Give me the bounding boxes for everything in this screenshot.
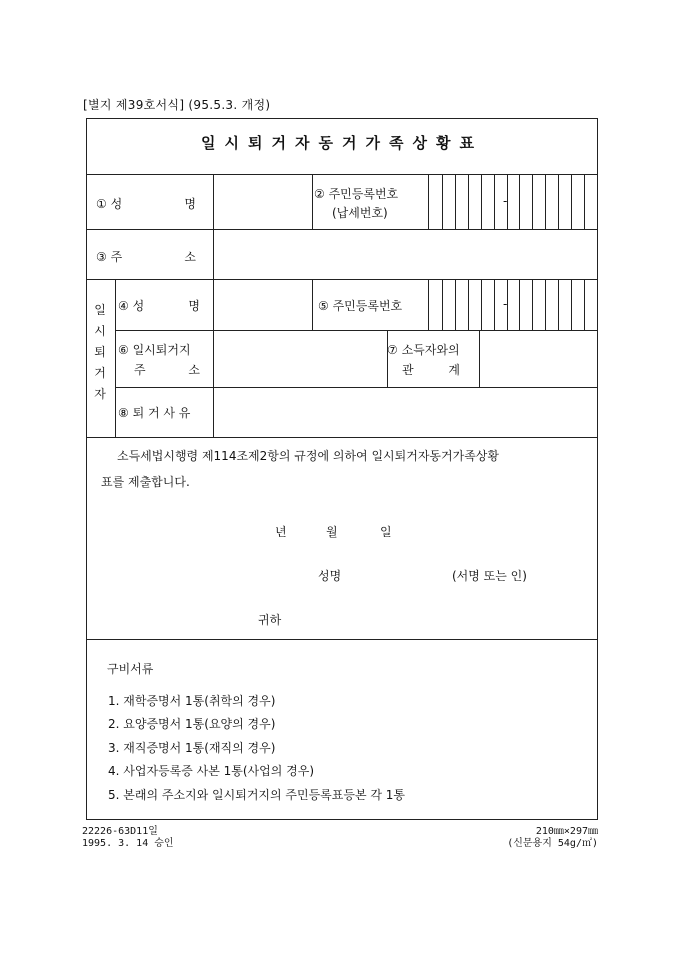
section-char: 거 (94, 366, 106, 380)
field-6-char-b: 소 (188, 363, 200, 377)
field-3-char-a: 주 (110, 250, 123, 264)
field-1-number: ① (96, 197, 107, 211)
paper-type: (신문용지 54g/㎡) (507, 838, 598, 849)
field-5-id-input[interactable] (427, 279, 598, 329)
field-3-label (96, 248, 196, 265)
field-7-char-a: 관 (402, 363, 414, 377)
field-1-char-a: 성 (110, 197, 123, 211)
column-divider (387, 330, 388, 387)
statement-line-1: 소득세법시행령 제114조제2항의 규정에 의하여 일시퇴거자동거가족상황 (117, 449, 499, 463)
field-2-label: ② 주민등록번호 (314, 187, 399, 201)
paper-size: 210㎜×297㎜ (535, 826, 598, 837)
field-2-id-input[interactable] (427, 174, 598, 228)
field-4-name-input[interactable] (213, 279, 311, 329)
paper-spec-block (507, 826, 598, 850)
field-6-char-a: 주 (134, 363, 146, 377)
statement-line-2: 표를 제출합니다. (101, 475, 190, 489)
document-item: 5. 본래의 주소지와 일시퇴거지의 주민등록표등본 각 1통 (108, 788, 405, 802)
approval-date: 1995. 3. 14 승인 (82, 838, 174, 849)
document-item: 2. 요양증명서 1통(요양의 경우) (108, 717, 276, 731)
section-char: 시 (94, 324, 106, 338)
field-7-label: ⑦ 소득자와의 (387, 343, 460, 357)
document-item: 3. 재직증명서 1통(재직의 경우) (108, 741, 276, 755)
form-header-note: [별지 제39호서식] (95.5.3. 개정) (83, 98, 271, 112)
signature-label: (서명 또는 인) (452, 569, 527, 583)
field-1-label (96, 195, 196, 212)
field-4-char-b: 명 (188, 299, 200, 313)
field-8-reason-input[interactable] (213, 387, 598, 436)
section-char: 자 (94, 387, 106, 401)
field-1-char-b: 명 (184, 197, 196, 211)
temporary-resident-section-label (88, 300, 112, 405)
row-divider (87, 437, 597, 438)
field-7-char-b: 계 (448, 363, 460, 377)
id-hyphen: - (503, 297, 508, 311)
field-2-sublabel: (납세번호) (332, 206, 388, 220)
section-char: 일 (94, 303, 106, 317)
date-day-label: 일 (380, 525, 392, 539)
document-item: 1. 재학증명서 1통(취학의 경우) (108, 694, 276, 708)
field-4-char-a: 성 (132, 299, 145, 313)
field-6-address-input[interactable] (213, 330, 385, 386)
signer-name-label: 성명 (318, 569, 342, 583)
field-4-number: ④ (118, 299, 129, 313)
section-divider (115, 279, 116, 437)
recipient-label: 귀하 (258, 613, 282, 627)
form-code-block (82, 826, 174, 850)
field-3-char-b: 소 (184, 250, 196, 264)
column-divider (312, 279, 313, 330)
field-1-name-input[interactable] (213, 174, 311, 228)
documents-heading: 구비서류 (107, 662, 154, 676)
date-year-label: 년 (275, 525, 287, 539)
field-3-number: ③ (96, 250, 107, 264)
form-code: 22226-63D11일 (82, 826, 158, 837)
field-3-address-input[interactable] (213, 229, 598, 278)
section-char: 퇴 (94, 345, 106, 359)
field-7-sublabel (402, 361, 460, 378)
form-title: 일시퇴거자동거가족상황표 (201, 134, 483, 152)
field-8-label: ⑧ 퇴 거 사 유 (118, 406, 191, 420)
document-item: 4. 사업자등록증 사본 1통(사업의 경우) (108, 764, 314, 778)
field-6-sublabel (134, 361, 200, 378)
id-hyphen: - (503, 194, 508, 208)
row-divider (87, 639, 597, 640)
field-4-label (118, 297, 200, 314)
field-5-label: ⑤ 주민등록번호 (318, 299, 403, 313)
date-month-label: 월 (326, 525, 338, 539)
field-6-label: ⑥ 일시퇴거지 (118, 343, 191, 357)
column-divider (312, 174, 313, 229)
field-7-relationship-input[interactable] (479, 330, 598, 386)
